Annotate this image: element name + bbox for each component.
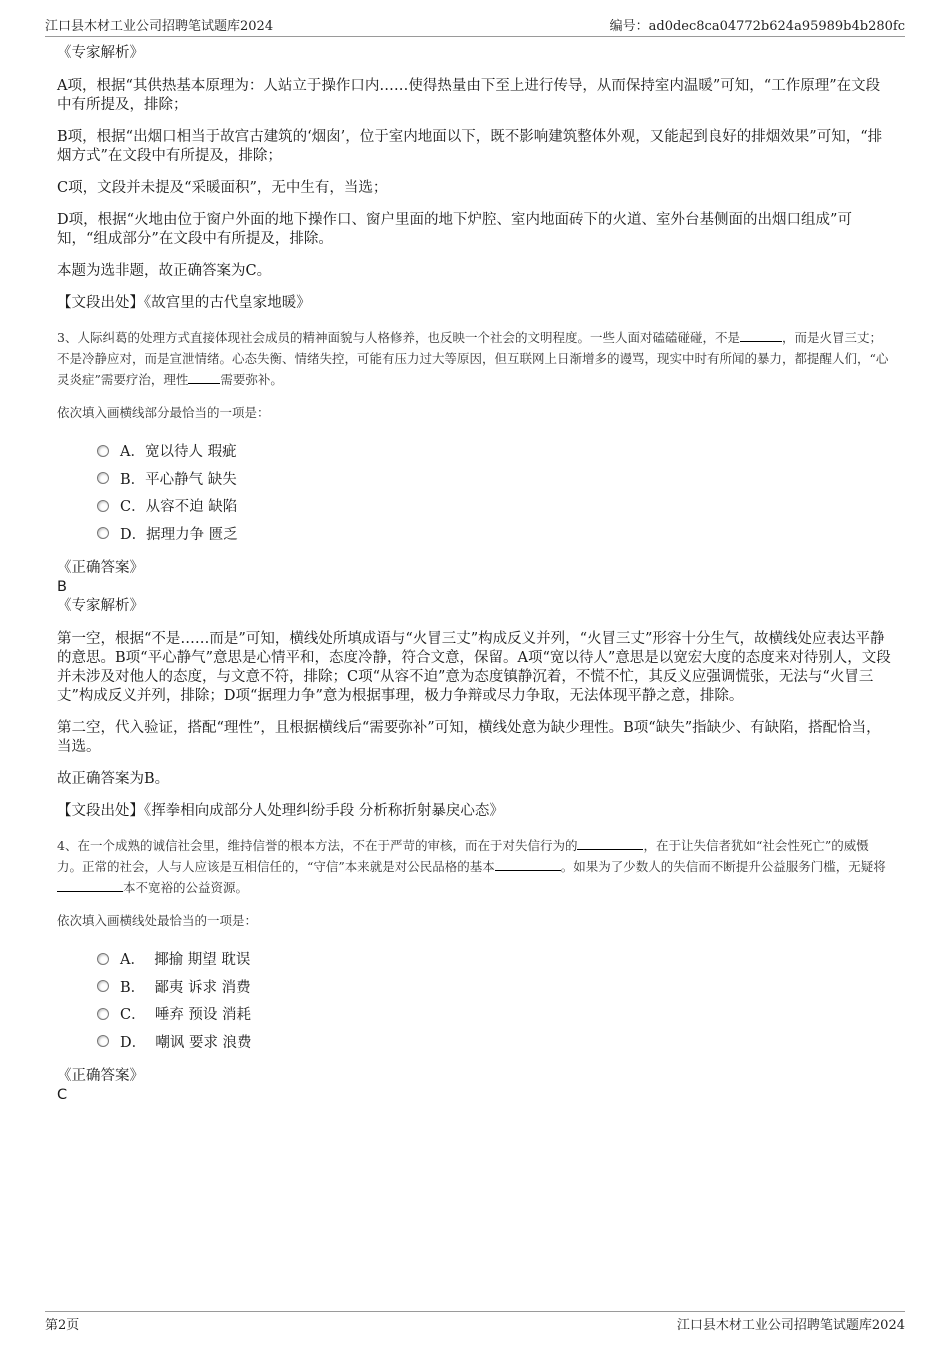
expert-analysis-title: 《专家解析》 — [57, 598, 144, 614]
option-d[interactable] — [97, 1028, 892, 1056]
option-a[interactable] — [97, 945, 892, 973]
question-text-part: 3、人际纠葛的处理方式直接体现社会成员的精神面貌与人格修养，也反映一个社会的文明程度。一些人面对磕磕碰碰，不是 — [57, 330, 740, 345]
question-text-part: 4、在一个成熟的诚信社会里，维持信誉的根本方法，不在于严苛的审核，而在于对失信行为的 — [57, 838, 578, 853]
radio-button[interactable] — [97, 980, 109, 992]
radio-button[interactable] — [97, 445, 109, 457]
page-number: 第2页 — [45, 1318, 80, 1333]
option-d[interactable] — [97, 520, 892, 548]
page-header — [45, 14, 905, 37]
source-citation: 【文段出处】《挥拳相向成部分人处理纠纷手段 分析称折射暴戾心态》 — [57, 803, 504, 819]
option-b[interactable] — [97, 973, 892, 1001]
radio-button[interactable] — [97, 472, 109, 484]
radio-button[interactable] — [97, 1035, 109, 1047]
option-label: D． 嘲讽 要求 浪费 — [120, 1034, 252, 1051]
radio-button[interactable] — [97, 527, 109, 539]
correct-answer-title: 《正确答案》 — [57, 560, 144, 576]
option-label: D．据理力争 匮乏 — [120, 526, 238, 543]
source-citation: 【文段出处】《故宫里的古代皇家地暖》 — [57, 295, 311, 311]
question-text-part: ，而是火冒三丈；不是冷静应对，而是宣泄情绪。心态失衡、情绪失控，可能有压力过大等原因，但互联网上日渐增多的谩骂，现实中时有所闻的暴力，都提醒人们，“心灵炎症”需要疗治，理性 — [57, 330, 889, 387]
question-4-prompt: 依次填入画横线处最恰当的一项是： — [57, 913, 258, 928]
question-text-part: 本不宽裕的公益资源。 — [123, 880, 249, 895]
fill-blank — [188, 369, 220, 384]
analysis-conclusion: 本题为选非题，故正确答案为C。 — [57, 263, 272, 279]
header-title: 江口县木材工业公司招聘笔试题库2024 — [45, 19, 274, 34]
analysis-paragraph: C项，文段并未提及“采暖面积”，无中生有，当选； — [57, 180, 388, 196]
radio-button[interactable] — [97, 953, 109, 965]
analysis-paragraph: A项，根据“其供热基本原理为：人站立于操作口内……使得热量由下至上进行传导，从而保持室内温暖”可知，“工作原理”在文段中有所提及，排除； — [57, 78, 881, 113]
question-3-options — [97, 437, 892, 547]
analysis-paragraph: D项，根据“火地由位于窗户外面的地下操作口、窗户里面的地下炉腔、室内地面砖下的火道、室外台基侧面的出烟口组成”可知，“组成部分”在文段中有所提及，排除。 — [57, 212, 852, 247]
option-label: A． 揶揄 期望 耽误 — [120, 952, 251, 969]
question-text-part: ，在于让失信者犹如“社会性死亡”的威慑力。正常的社会，人与人应该是互相信任的，“守信”本来就是对公民品格的基本 — [57, 838, 869, 874]
option-label: C． 唾弃 预设 消耗 — [120, 1007, 252, 1024]
question-4-text — [57, 835, 892, 898]
correct-answer-title: 《正确答案》 — [57, 1068, 144, 1084]
option-label: A．宽以待人 瑕疵 — [120, 444, 237, 461]
question-text-part: 。如果为了少数人的失信而不断提升公益服务门槛，无疑将 — [560, 859, 886, 874]
analysis-paragraph: 第一空，根据“不是……而是”可知，横线处所填成语与“火冒三丈”构成反义并列，“火冒三丈”形容十分生气，故横线处应表达平静的意思。B项“平心静气”意思是心情平和，态度冷静，符合文意，保留。A项“宽以待人”意思是以宽宏大度的态度来对待别人，文段并未涉及对他人的态度，与文意不符，排除；C项“从容不迫”意为态度镇静沉着，不慌不忙，其反义应强调慌张，无法与“火冒三丈”构成反义并列，排除；D项“据理力争”意为根据事理，极力争辩或尽力争取，无法体现平静之意，排除。 — [57, 631, 891, 704]
question-text-part: 需要弥补。 — [220, 372, 283, 387]
question-3-text — [57, 327, 892, 390]
footer-title: 江口县木材工业公司招聘笔试题库2024 — [676, 1318, 905, 1333]
page-content — [57, 44, 892, 1105]
fill-blank — [740, 327, 782, 342]
option-label: B． 鄙夷 诉求 消费 — [120, 979, 251, 996]
radio-button[interactable] — [97, 1008, 109, 1020]
option-label: C．从容不迫 缺陷 — [120, 499, 238, 516]
option-label: B．平心静气 缺失 — [120, 471, 237, 488]
radio-button[interactable] — [97, 500, 109, 512]
analysis-paragraph: 第二空，代入验证，搭配“理性”，且根据横线后“需要弥补”可知，横线处意为缺少理性。B项“缺失”指缺少、有缺陷，搭配恰当，当选。 — [57, 720, 881, 755]
page-footer — [45, 1311, 905, 1336]
header-doc-id: 编号：ad0dec8ca04772b624a95989b4b280fc — [609, 19, 905, 34]
question-3-prompt: 依次填入画横线部分最恰当的一项是： — [57, 405, 270, 420]
fill-blank — [57, 877, 123, 892]
option-b[interactable] — [97, 465, 892, 493]
correct-answer: C — [57, 1087, 68, 1103]
fill-blank — [495, 856, 561, 871]
option-c[interactable] — [97, 1000, 892, 1028]
option-c[interactable] — [97, 492, 892, 520]
analysis-conclusion: 故正确答案为B。 — [57, 771, 170, 787]
option-a[interactable] — [97, 437, 892, 465]
question-4-options — [97, 945, 892, 1055]
expert-analysis-title: 《专家解析》 — [57, 45, 144, 61]
fill-blank — [577, 835, 643, 850]
analysis-paragraph: B项，根据“出烟口相当于故宫古建筑的‘烟囱’，位于室内地面以下，既不影响建筑整体外观，又能起到良好的排烟效果”可知，“排烟方式”在文段中有所提及，排除； — [57, 129, 883, 164]
correct-answer: B — [57, 579, 67, 595]
